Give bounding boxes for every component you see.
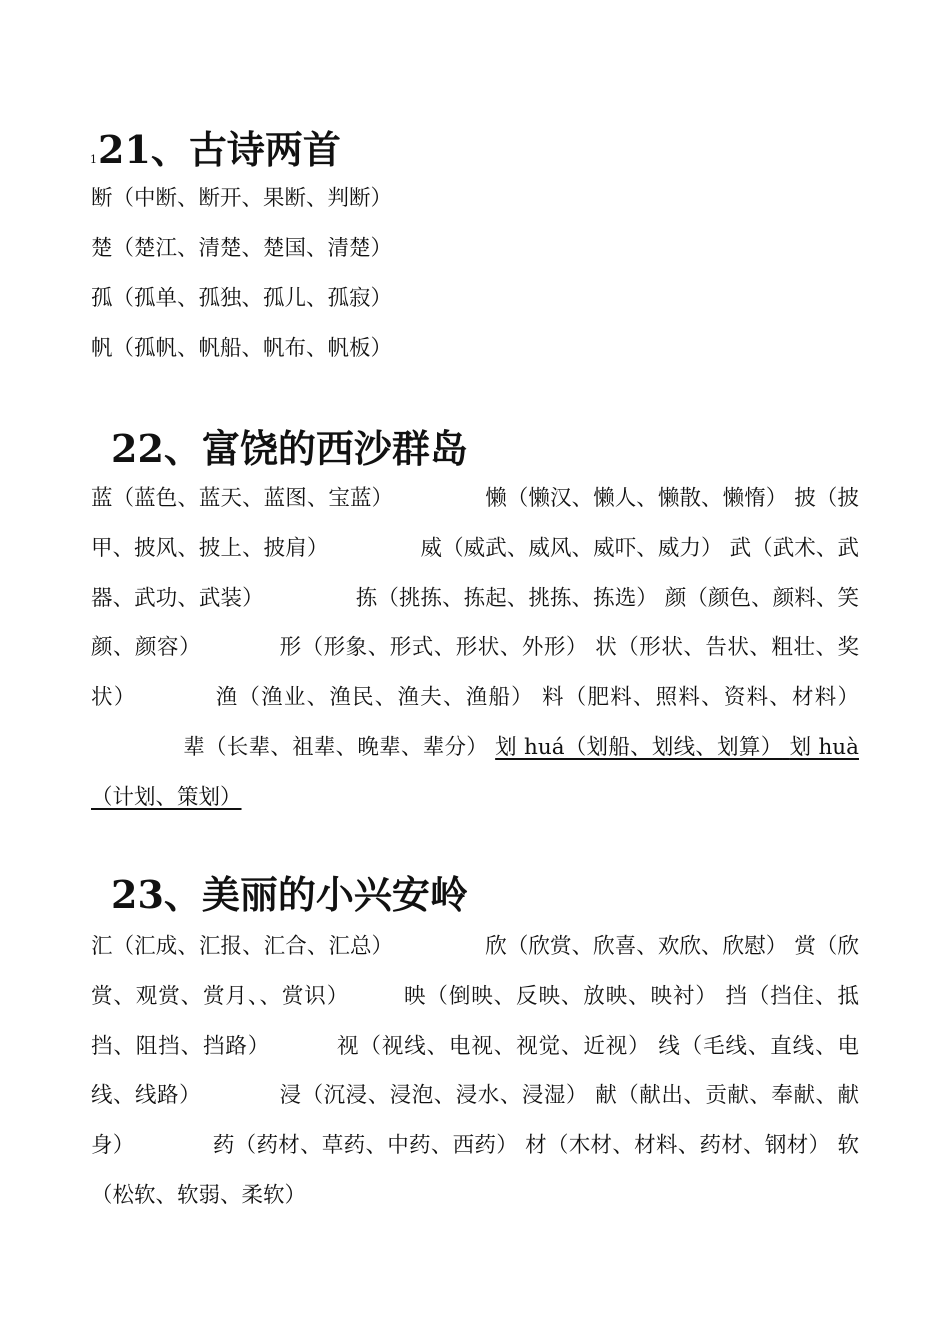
entry: 拣（挑拣、拣起、挑拣、拣选） [355, 585, 658, 611]
entry: 挡（挡住、抵挡、阻挡、挡路） [91, 983, 859, 1059]
section-21-line-4: 帆（孤帆、帆船、帆布、帆板） [91, 336, 393, 361]
entry: 蓝（蓝色、蓝天、蓝图、宝蓝） [91, 486, 394, 511]
entry: 料（肥料、照料、资料、材料） [542, 685, 859, 711]
entry: 献（献出、贡献、奉献、献身） [91, 1083, 859, 1159]
section-23-title: 23、美丽的小兴安岭 [111, 872, 468, 917]
entry: 披（披甲、披风、披上、披肩） [91, 486, 859, 561]
entry: 药（药材、草药、中药、西药） [212, 1133, 519, 1159]
section-21-line-1: 断（中断、断开、果断、判断） [91, 186, 393, 211]
entry: 武（武术、武器、武功、武装） [91, 535, 859, 611]
entry: 状（形状、告状、粗壮、奖状） [91, 635, 859, 711]
entry: 颜（颜色、颜料、笑颜、颜容） [91, 585, 859, 661]
underlined-entry: 划 huá（划船、划线、划算） [495, 734, 783, 760]
entry: 映（倒映、反映、放映、映衬） [403, 983, 718, 1009]
entry: 形（形象、形式、形状、外形） [279, 635, 588, 661]
underlined-entry: 划 huà（计划、策划） [91, 734, 859, 810]
entry: 汇（汇成、汇报、汇合、汇总） [91, 934, 394, 959]
section-22-body [91, 474, 859, 823]
list-marker: 1 [90, 153, 97, 166]
entry: 浸（沉浸、浸泡、浸水、浸湿） [279, 1083, 588, 1109]
entry: 软（松软、软弱、柔软） [91, 1133, 859, 1208]
entry: 威（威武、威风、威吓、威力） [420, 535, 723, 561]
entry: 欣（欣赏、欣喜、欢欣、欣慰） [485, 934, 788, 959]
entry: 材（木材、材料、药材、钢材） [525, 1133, 831, 1159]
section-21-title-text: 21、古诗两首 [98, 127, 341, 172]
section-21-title [90, 127, 341, 183]
entry: 辈（长辈、祖辈、晚辈、辈分） [183, 734, 489, 760]
entry: 赏（欣赏、观赏、赏月、、赏识） [91, 934, 859, 1009]
entry: 渔（渔业、渔民、渔夫、渔船） [214, 685, 534, 711]
section-23-body [91, 922, 859, 1221]
section-22-title: 22、富饶的西沙群岛 [111, 426, 468, 471]
section-21-line-3: 孤（孤单、孤独、孤儿、孤寂） [91, 286, 393, 311]
entry: 视（视线、电视、视觉、近视） [336, 1033, 651, 1059]
entry: 懒（懒汉、懒人、懒散、懒惰） [485, 486, 788, 511]
entry: 线（毛线、直线、电线、线路） [91, 1033, 859, 1109]
section-21-line-2: 楚（楚江、清楚、楚国、清楚） [91, 236, 393, 261]
